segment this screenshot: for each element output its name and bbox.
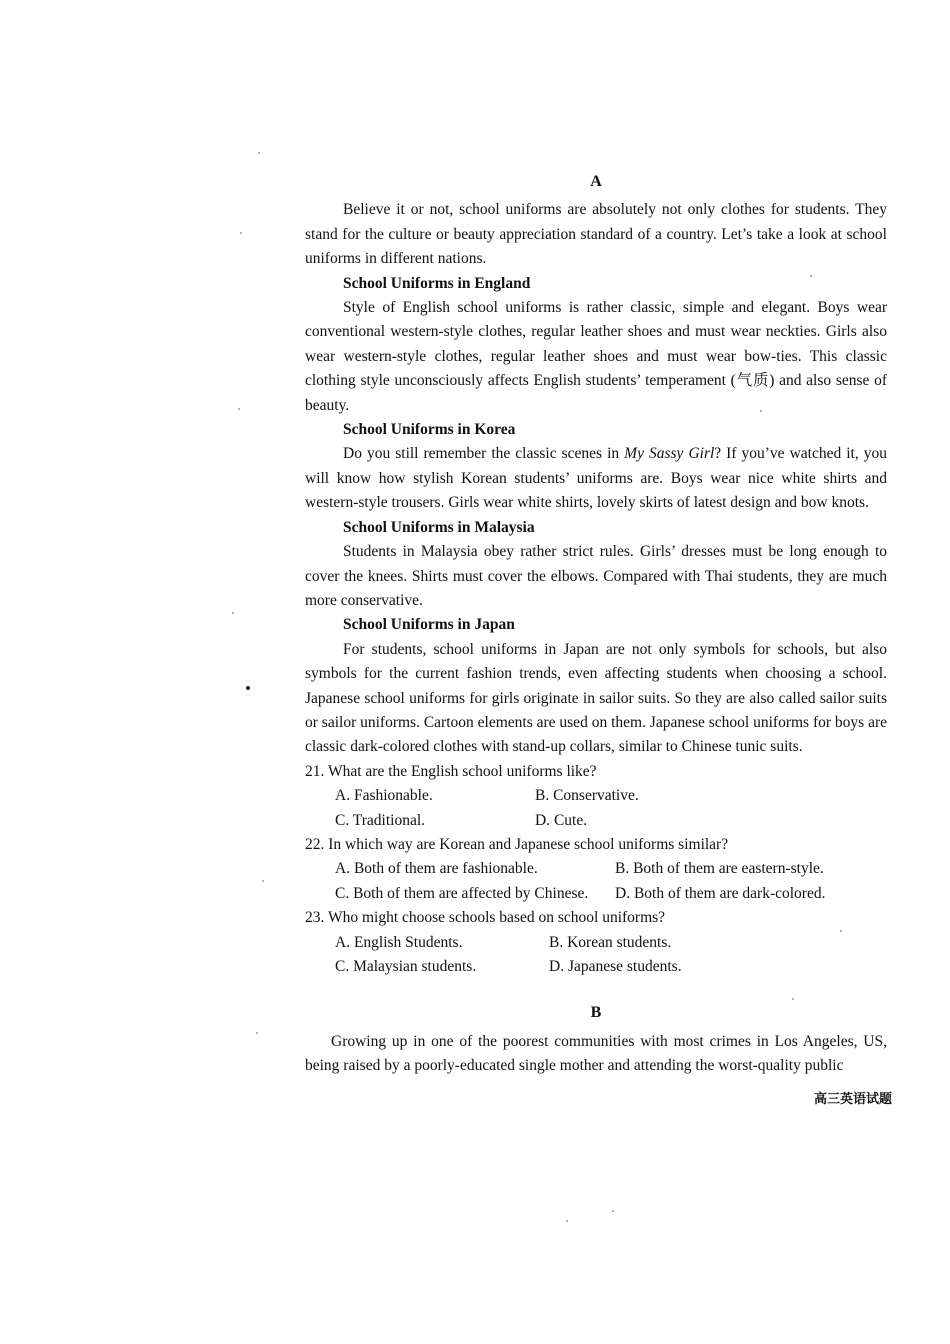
question-22-stem: 22. In which way are Korean and Japanese school uniforms similar?	[305, 835, 729, 853]
scan-speck	[262, 880, 264, 882]
section-b	[305, 1001, 887, 1078]
scan-speck	[240, 232, 242, 234]
malaysia-heading: School Uniforms in Malaysia	[343, 518, 535, 536]
section-b-paragraph: Growing up in one of the poorest communities with most crimes in Los Angeles, US, being raised by a poorly-educated single mother and attending the worst-quality public	[305, 1032, 887, 1075]
scan-speck	[258, 152, 260, 154]
question-21-option-d: D. Cute.	[535, 811, 588, 829]
question-23-option-a: A. English Students.	[335, 933, 463, 951]
question-23-option-b: B. Korean students.	[549, 933, 672, 951]
question-22-options	[305, 857, 887, 906]
question-22-option-b: B. Both of them are eastern-style.	[615, 860, 824, 878]
scan-speck	[232, 612, 234, 614]
malaysia-paragraph: Students in Malaysia obey rather strict rules. Girls’ dresses must be long enough to cover the knees. Shirts must cover the elbows. Compared with Thai students, they are much more conservative.	[305, 543, 887, 609]
question-21-option-c: C. Traditional.	[335, 811, 426, 829]
page-footer: 高三英语试题	[813, 1092, 892, 1107]
question-23-options	[305, 931, 887, 980]
question-21-option-a: A. Fashionable.	[335, 787, 433, 805]
section-a-intro: Believe it or not, school uniforms are absolutely not only clothes for students. They stand for the culture or beauty appreciation standard of a country. Let’s take a look at school uniforms in different nations.	[305, 201, 887, 268]
england-paragraph: Style of English school uniforms is rather classic, simple and elegant. Boys wear conventional western-style clothes, regular leather shoes and must wear neckties. Girls also wear western-style clothes, regular leather shoes and must wear bow-ties. This classic clothing style unconsciously affects English students’ temperament (气质) and also sense of beauty.	[305, 299, 887, 414]
england-heading: School Uniforms in England	[343, 274, 531, 292]
question-21-stem: 21. What are the English school uniforms like?	[305, 762, 597, 780]
question-23-option-c: C. Malaysian students.	[335, 958, 477, 975]
scan-speck	[566, 1220, 568, 1222]
scan-speck	[246, 686, 250, 690]
korea-heading: School Uniforms in Korea	[343, 421, 516, 439]
movie-title: My Sassy Girl	[624, 445, 715, 463]
question-21-options	[305, 784, 887, 833]
question-21-option-b: B. Conservative.	[535, 787, 639, 805]
question-22-option-c: C. Both of them are affected by Chinese.	[335, 884, 589, 902]
japan-paragraph: For students, school uniforms in Japan are not only symbols for schools, but also symbols for the current fashion trends, even affecting students when choosing a school. Japanese school uniforms for girls originate in sailor suits. So they are also called sailor suits or sailor uniforms. Cartoon elements are used on them. Japanese school uniforms for boys are classic dark-colored clothes with stand-up collars, similar to Chinese tunic suits.	[305, 640, 887, 756]
question-23-option-d: D. Japanese students.	[549, 958, 682, 975]
korea-text-pre: Do you still remember the classic scenes in	[343, 445, 625, 463]
question-22-option-a: A. Both of them are fashionable.	[335, 860, 538, 878]
korea-text-post: ? If you’ve watched it, you will know how stylish Korean students’ uniforms are. Boys wear nice white shirts and western-style trousers. Girls wear white shirts, lovely skirts of latest design and bow knots.	[305, 445, 887, 512]
section-b-letter: B	[590, 1004, 602, 1022]
scan-speck	[238, 408, 240, 410]
scan-speck	[256, 1032, 258, 1034]
exam-content	[305, 170, 887, 1079]
question-23-stem: 23. Who might choose schools based on school uniforms?	[305, 909, 666, 927]
japan-heading: School Uniforms in Japan	[343, 616, 515, 634]
question-22-option-d: D. Both of them are dark-colored.	[615, 884, 826, 902]
korea-paragraph	[305, 442, 887, 515]
section-a-letter: A	[590, 173, 602, 190]
scan-speck	[612, 1210, 614, 1212]
